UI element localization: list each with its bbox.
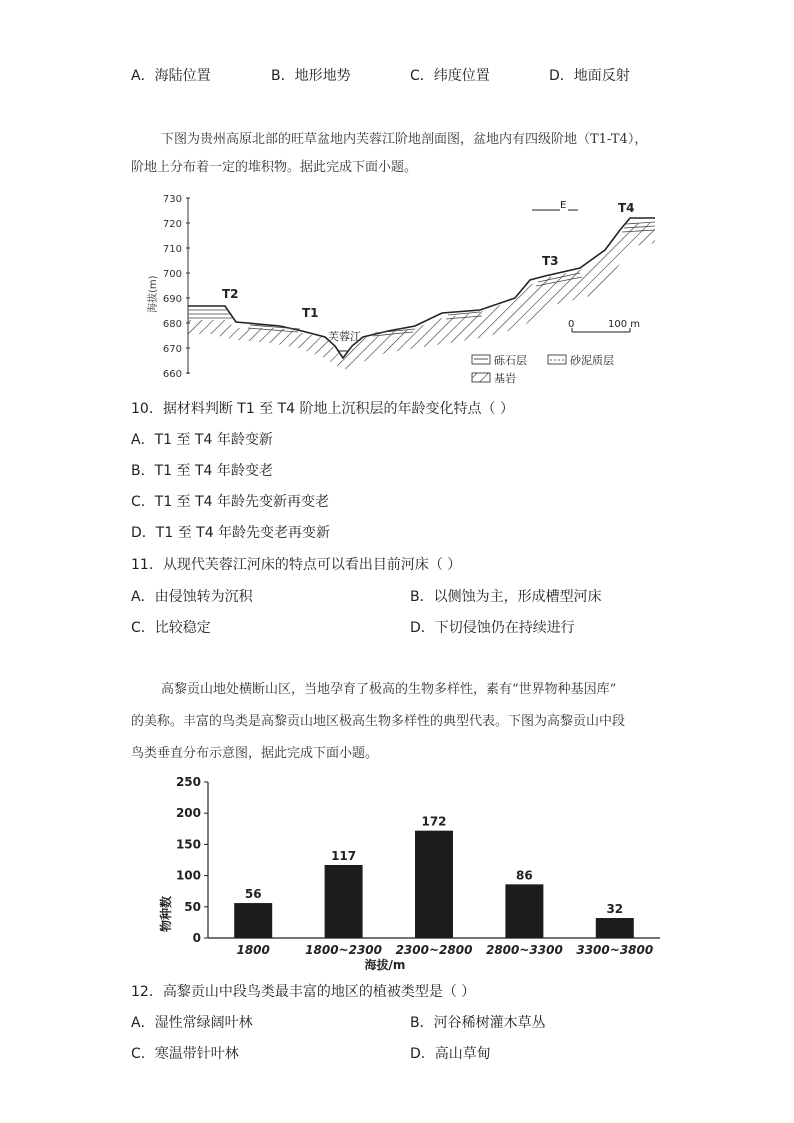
- q10-option-c[interactable]: C．T1 至 T4 年龄先变新再变老: [131, 494, 330, 510]
- chart-y-tick-label: 250: [175, 775, 201, 789]
- profile-y-tick: 680: [162, 319, 182, 330]
- chart-data-label: 172: [421, 814, 447, 829]
- chart-data-label: 56: [244, 887, 262, 902]
- q12-option-c[interactable]: C．寒温带针叶林: [131, 1046, 239, 1062]
- passage-2-line-3: 鸟类垂直分布示意图，据此完成下面小题。: [131, 746, 379, 761]
- q12-option-b[interactable]: B．河谷稀树灌木草丛: [410, 1015, 546, 1031]
- passage-2: [131, 680, 691, 764]
- profile-y-tick: 690: [162, 294, 182, 305]
- q10-option-b[interactable]: B．T1 至 T4 年龄变老: [131, 463, 273, 479]
- profile-y-tick: 670: [162, 344, 182, 355]
- chart-bar: [234, 903, 272, 938]
- chart-data-label: 117: [331, 848, 357, 863]
- q11-option-d[interactable]: D．下切侵蚀仍在持续进行: [410, 620, 575, 636]
- terrace-label-t2: T2: [222, 287, 239, 301]
- terrace-label-t3: T3: [542, 254, 559, 268]
- profile-y-tick: 660: [162, 369, 182, 380]
- q12-stem: 12．高黎贡山中段鸟类最丰富的地区的植被类型是（ ）: [131, 984, 476, 1000]
- q9-option-d[interactable]: D．地面反射: [549, 68, 630, 84]
- chart-y-axis-label: 物种数: [159, 895, 173, 932]
- chart-category-label: 2800~3300: [485, 943, 563, 957]
- chart-y-tick-label: 150: [175, 837, 201, 852]
- passage-1: [131, 130, 691, 178]
- chart-category-label: 1800~2300: [305, 943, 383, 957]
- chart-bar: [415, 831, 453, 938]
- terrace-label-t4: T4: [618, 201, 635, 215]
- passage-1-line-2: 阶地上分布着一定的堆积物。据此完成下面小题。: [131, 160, 418, 175]
- terrace-label-t1: T1: [302, 306, 319, 320]
- q12-option-d[interactable]: D．高山草甸: [410, 1046, 491, 1062]
- q11-option-c[interactable]: C．比较稳定: [131, 620, 211, 636]
- bedrock-area: [188, 223, 655, 370]
- chart-category-label: 1800: [236, 943, 270, 957]
- q9-option-b[interactable]: B．地形地势: [271, 68, 351, 84]
- chart-x-axis-label: 海拔/m: [364, 958, 406, 972]
- profile-y-tick: 710: [162, 244, 182, 255]
- legend-bedrock-swatch: [472, 373, 490, 382]
- chart-data-label: 86: [516, 868, 533, 883]
- bird-species-bar-chart: [150, 772, 670, 972]
- chart-bar: [505, 884, 543, 938]
- chart-data-label: 32: [606, 902, 624, 917]
- chart-y-tick-label: 200: [175, 806, 201, 821]
- passage-2-line-1: 高黎贡山地处横断山区，当地孕育了极高的生物多样性，素有“世界物种基因库”: [161, 682, 617, 697]
- direction-label: E: [560, 200, 567, 211]
- profile-y-tick: 720: [162, 219, 182, 230]
- chart-y-tick-label: 0: [192, 931, 201, 945]
- chart-bar: [596, 918, 634, 938]
- chart-category-label: 3300~3800: [576, 943, 654, 957]
- terrace-profile-diagram: [130, 188, 670, 388]
- chart-y-tick-label: 100: [175, 868, 201, 883]
- chart-category-label: 2300~2800: [395, 943, 473, 957]
- legend-sand-swatch: [548, 355, 566, 364]
- river-label: 芙蓉江: [328, 330, 361, 343]
- legend-bedrock-label: 基岩: [494, 372, 516, 385]
- q11-option-a[interactable]: A．由侵蚀转为沉积: [131, 589, 253, 605]
- legend-sand-label: 砂泥质层: [570, 354, 614, 367]
- profile-y-axis-label: 海拔(m): [148, 275, 159, 313]
- q12-option-a[interactable]: A．湿性常绿阔叶林: [131, 1015, 253, 1031]
- profile-y-tick: 700: [162, 269, 182, 280]
- q9-option-a[interactable]: A．海陆位置: [131, 68, 211, 84]
- chart-y-tick-label: 50: [184, 899, 201, 914]
- q11-option-b[interactable]: B．以侧蚀为主，形成槽型河床: [410, 589, 602, 605]
- q10-stem: 10．据材料判断 T1 至 T4 阶地上沉积层的年龄变化特点（ ）: [131, 401, 514, 417]
- legend-gravel-swatch: [472, 355, 490, 364]
- scale-length: 100 m: [608, 319, 641, 330]
- q9-option-c[interactable]: C．纬度位置: [410, 68, 490, 84]
- q11-stem: 11．从现代芙蓉江河床的特点可以看出目前河床（ ）: [131, 557, 462, 573]
- q10-option-d[interactable]: D．T1 至 T4 年龄先变老再变新: [131, 525, 331, 541]
- chart-bar: [325, 865, 363, 938]
- passage-2-line-2: 的美称。丰富的鸟类是高黎贡山地区极高生物多样性的典型代表。下图为高黎贡山中段: [131, 714, 626, 729]
- legend-gravel-label: 砾石层: [494, 354, 527, 367]
- profile-y-tick: 730: [162, 194, 182, 205]
- passage-1-line-1: 下图为贵州高原北部的旺草盆地内芙蓉江阶地剖面图，盆地内有四级阶地（T1-T4），: [161, 132, 648, 147]
- q10-option-a[interactable]: A．T1 至 T4 年龄变新: [131, 432, 273, 448]
- scale-zero: 0: [568, 319, 575, 330]
